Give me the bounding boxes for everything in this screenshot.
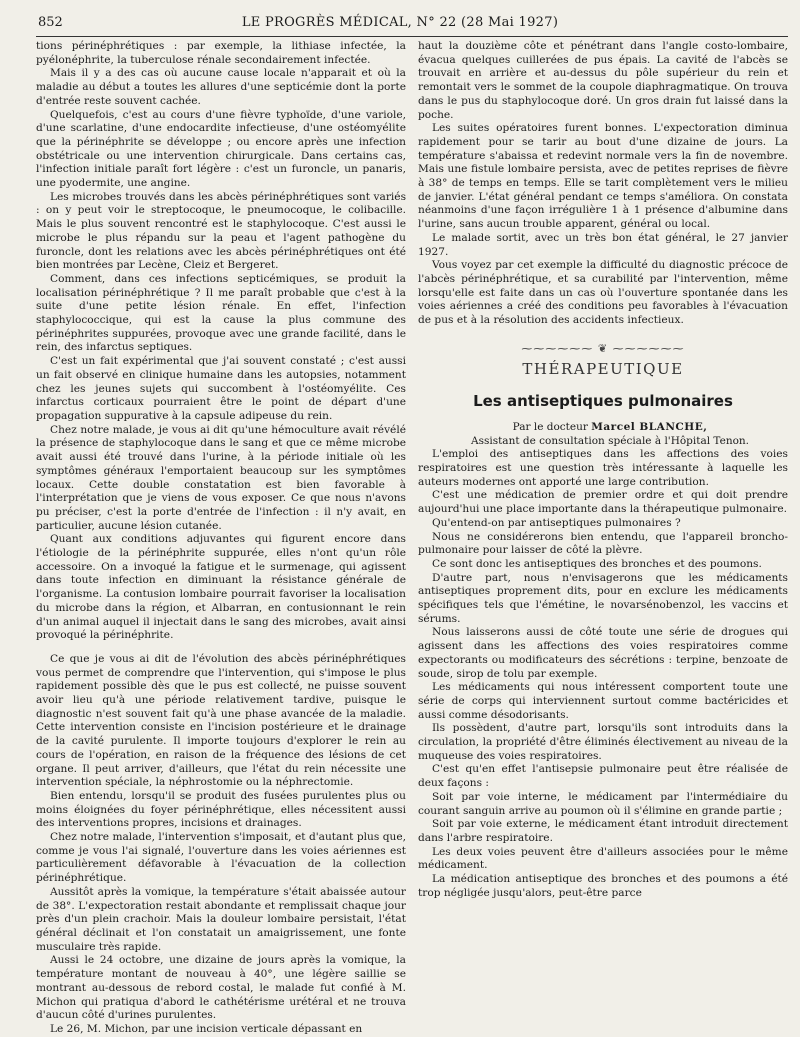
right-column: [418, 40, 788, 946]
article-paragraph: Nous laisserons aussi de côté toute une série de drogues qui agissent dans les affections des voies respiratoires comme expectorants ou modificateurs des sécrétions : terpine, benzoate de soude, sirop de tolu par exemple.: [418, 626, 788, 680]
article-title: Les antiseptiques pulmonaires: [473, 392, 733, 411]
running-title: LE PROGRÈS MÉDICAL, N° 22 (28 Mai 1927): [241, 15, 559, 30]
article-paragraph: La médication antiseptique des bronches et des poumons a été trop négligée jusqu'alors, peut-être parce: [418, 873, 788, 899]
article-paragraph: Soit par voie externe, le médicament étant introduit directement dans l'arbre respiratoire.: [418, 818, 788, 844]
paragraph: Vous voyez par cet exemple la difficulté du diagnostic précoce de l'abcès périnéphrétique, et sa curabilité par l'intervention, même lorsqu'elle est faite dans un cas où l'ouverture spontanée dans les voies aériennes a créé des conditions peu favorables à l'évacuation de pus et à la résolution des accidents infectieux.: [418, 259, 788, 327]
paragraph: Aussi le 24 octobre, une dizaine de jours après la vomique, la température montant de nouveau à 40°, une légère saillie se montrant au-dessous de rebord costal, le malade fut confié à M. Michon qui pratiqua d'abord le cathétérisme urétéral et ne trouva d'aucun côté d'urines purulentes.: [36, 954, 406, 1022]
header-rule: [36, 36, 788, 37]
paragraph: C'est un fait expérimental que j'ai souvent constaté ; c'est aussi un fait observé en clinique humaine dans les autopsies, notamment chez les jeunes sujets qui succombent à l'ostéomyélite. Ces infarctus corticaux pourraient être le point de départ d'une propagation suppurative à la capsule adipeuse du rein.: [36, 355, 406, 422]
article-paragraph: Les deux voies peuvent être d'ailleurs associées pour le même médicament.: [418, 845, 788, 872]
paragraph: Ce que je vous ai dit de l'évolution des abcès périnéphrétiques vous permet de comprendre que l'intervention, qui s'impose le plus rapidement possible dès que le pus est collecté, ne puisse souvent avoir lieu qu'à une période relativement tardive, puisque le diagnostic n'est souvent fait qu'à une phase avancée de la maladie. Cette intervention consiste en l'incision postérieure et le drainage de la cavité purulente. Il importe toujours d'explorer le rein au cours de l'opération, en raison de la fréquence des lésions de cet organe. Il peut arriver, d'ailleurs, que l'état du rein nécessite une intervention spéciale, la néphrostomie ou la néphrectomie.: [36, 652, 406, 789]
paragraph: Chez notre malade, je vous ai dit qu'une hémoculture avait révélé la présence de staphylocoque dans le sang et que ce même microbe avait aussi été trouvé dans l'urine, à la période initiale où les symptômes généraux l'emportaient beaucoup sur les symptômes locaux. Cette double constatation est bien favorable à l'interprétation que je viens de vous exposer. Ce que nous n'avons pu préciser, c'est la porte d'entrée de l'infection : il n'y avait, en particulier, aucune lésion cutanée.: [36, 423, 406, 532]
paragraph: Quelquefois, c'est au cours d'une fièvre typhoïde, d'une variole, d'une scarlatine, d'une endocardite infectieuse, d'une ostéomyélite que la périnéphrite se développe ; ou encore après une infection obstétricale ou une intervention chirurgicale. Dans certains cas, l'infection initiale paraît fort légère : c'est un furoncle, un panaris, une pyodermite, une angine.: [36, 108, 406, 190]
page-number: 852: [38, 15, 63, 30]
article-paragraph: C'est une médication de premier ordre et qui doit prendre aujourd'hui une place importante dans la thérapeutique pulmonaire.: [418, 489, 788, 516]
paragraph: Les microbes trouvés dans les abcès périnéphrétiques sont variés : on y peut voir le streptocoque, le pneumocoque, le colibacille. Mais le plus souvent rencontré est le staphylocoque. C'est aussi le microbe le plus répandu sur la peau et l'agent pathogène du furoncle, dont les relations avec les abcès périnéphrétiques ont été bien montrées par Lecène, Cleiz et Bergeret.: [36, 190, 406, 272]
paragraph: tions périnéphrétiques : par exemple, la lithiase infectée, la pyélonéphrite, la tuberculose rénale secondairement infectée.: [36, 40, 406, 66]
page-header: [10, 14, 790, 32]
paragraph: Quant aux conditions adjuvantes qui figurent encore dans l'étiologie de la périnéphrite suppurée, elles n'ont qu'un rôle accessoire. On a invoqué la fatigue et le surmenage, qui agissent dans toute infection en diminuant la résistance générale de l'organisme. La contusion lombaire pourrait favoriser la localisation du microbe dans la région, et Albarran, en contusionnant le rein d'un animal auquel il injectait dans le sang des microbes, avait ainsi provoqué la périnéphrite.: [36, 533, 406, 642]
byline: [418, 421, 788, 435]
paragraph: Chez notre malade, l'intervention s'imposait, et d'autant plus que, comme je vous l'ai signalé, l'ouverture dans les voies aériennes est particulièrement défavorable à l'évacuation de la collection périnéphrétique.: [36, 831, 406, 885]
byline-prefix: Par le docteur: [512, 420, 592, 433]
article-paragraph: Soit par voie interne, le médicament par l'intermédiaire du courant sanguin arrive au poumon où il s'élimine en grande partie ;: [418, 790, 788, 817]
article-paragraph: Nous ne considérerons bien entendu, que l'appareil broncho-pulmonaire pour laisser de côté la plèvre.: [418, 530, 788, 557]
paragraph: haut la douzième côte et pénétrant dans l'angle costo-lombaire, évacua quelques cuillerées de pus épais. La cavité de l'abcès se trouvait en arrière et au-dessus du pôle supérieur du rein et remontait vers le sommet de la coupole diaphragmatique. On trouva dans le pus du staphylocoque doré. Un gros drain fut laissé dans la poche.: [418, 40, 788, 121]
section-title: THÉRAPEUTIQUE: [522, 360, 684, 379]
paragraph: Les suites opératoires furent bonnes. L'expectoration diminua rapidement pour se tarir au bout d'une dizaine de jours. La température s'abaissa et redevint normale vers la fin de novembre. Mais une fistule lombaire persista, avec de petites reprises de fièvre à 38° de temps en temps. Elle se tarit complètement vers le milieu de janvier. L'état général pendant ce temps s'améliora. On constata néanmoins d'une façon irrégulière 1 à 1 présence d'albumine dans l'urine, sans aucun trouble apparent, général ou local.: [418, 122, 788, 231]
article-paragraph: Ce sont donc les antiseptiques des bronches et des poumons.: [432, 557, 762, 570]
paragraph: Aussitôt après la vomique, la température s'était abaissée autour de 38°. L'expectoration restait abondante et remplissait chaque jour près d'un plein crachoir. Mais la douleur lombaire persistait, l'état général déclinait et l'on constatait un amaigrissement, une fonte musculaire très rapide.: [36, 885, 406, 953]
article-paragraph: L'emploi des antiseptiques dans les affections des voies respiratoires est une question très intéressante à laquelle les auteurs modernes ont apporté une large contribution.: [418, 448, 788, 488]
left-column: [36, 40, 406, 1035]
paragraph: Le malade sortit, avec un très bon état général, le 27 janvier 1927.: [418, 231, 788, 258]
article-paragraph: Les médicaments qui nous intéressent comportent toute une série de corps qui interviennent surtout comme bactéricides et aussi comme désodorisants.: [418, 681, 788, 721]
article-paragraph: D'autre part, nous n'envisagerons que les médicaments antiseptiques proprement dits, pour en exclure les médicaments spécifiques tels que l'émétine, le novarsénobenzol, les vaccins et sérums.: [418, 571, 788, 625]
article-paragraph: Qu'entend-on par antiseptiques pulmonaires ?: [432, 516, 681, 529]
section-ornament: ⁓⁓⁓⁓⁓⁓ ❦ ⁓⁓⁓⁓⁓⁓: [521, 341, 685, 355]
paragraph: Comment, dans ces infections septicémiques, se produit la localisation périnéphrétique ? Il me paraît probable que c'est à la suite d'une petite lésion rénale. En effet, l'infection staphylococcique, qui est la cause la plus commune des périnéphrites suppurées, provoque avec une grande facilité, dans le rein, des infarctus septiques.: [36, 272, 406, 354]
article-paragraph: C'est qu'en effet l'antisepsie pulmonaire peut être réalisée de deux façons :: [418, 763, 788, 790]
paragraph: Le 26, M. Michon, par une incision verticale dépassant en: [50, 1022, 363, 1035]
article-paragraph: Ils possèdent, d'autre part, lorsqu'ils sont introduits dans la circulation, la propriété d'être éliminés électivement au niveau de la muqueuse des voies respiratoires.: [418, 722, 788, 762]
author-affiliation: Assistant de consultation spéciale à l'Hôpital Tenon.: [470, 434, 750, 447]
author-name: Marcel BLANCHE,: [591, 420, 708, 433]
paragraph: Mais il y a des cas où aucune cause locale n'apparait et où la maladie au début a toutes les allures d'une septicémie dont la porte d'entrée reste souvent cachée.: [36, 67, 406, 107]
paragraph: Bien entendu, lorsqu'il se produit des fusées purulentes plus ou moins éloignées du foyer périnéphrétique, elles nécessitent aussi des interventions propres, incisions et drainages.: [36, 789, 406, 830]
